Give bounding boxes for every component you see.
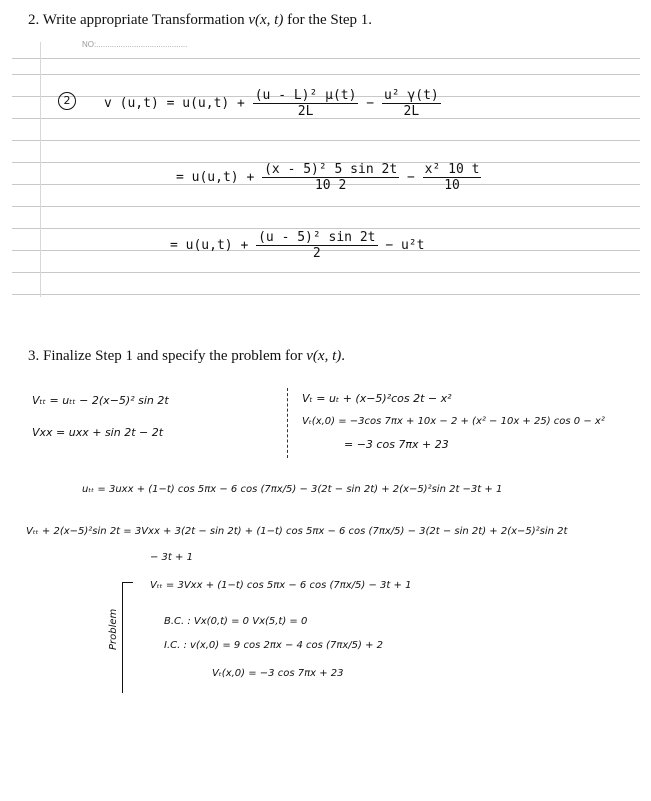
problem-bracket [122,582,133,693]
q3-text-b: . [341,348,345,364]
line3-frac1-num: (u - 5)² sin 2t [258,230,376,245]
line2-frac1 [262,162,399,193]
problem-pde: Vₜₜ = 3Vxx + (1−t) cos 5πx − 6 cos (7πx/5) − 3t + 1 [150,580,412,591]
problem-label: Problem [108,608,119,650]
circled-number: 2 [58,92,76,110]
notebook-no-text: NO: [82,40,97,49]
notebook-number-label [82,40,187,49]
line1-frac1-den: 2L [297,104,314,119]
q3-text-a: Finalize Step 1 and specify the problem for [43,348,307,364]
q2-text-a: Write appropriate Transformation [42,12,249,28]
q3-heading [28,348,345,365]
ruled-line [12,294,640,295]
q2-v-symbol: v(x, t) [248,12,284,28]
line1-frac2-num: u² γ(t) [383,88,439,103]
ruled-line [12,206,640,207]
q3-v-symbol: v(x, t) [306,348,342,364]
ruled-line [12,74,640,75]
line1-frac1 [253,88,359,119]
notebook-dots: ......................................... [96,40,188,49]
combined-eq: uₜₜ = 3uxx + (1−t) cos 5πx − 6 cos (7πx/5) − 3(2t − sin 2t) + 2(x−5)²sin 2t −3t + 1 [82,484,503,495]
right-eq-1: Vₜ = uₜ + (x−5)²cos 2t − x² [302,392,452,405]
problem-ic-2: Vₜ(x,0) = −3 cos 7πx + 23 [212,668,344,679]
line1-minus: − [366,96,382,111]
q2-number: 2. [28,12,40,28]
transformation-line-3 [170,230,424,261]
line2-frac2 [423,162,482,193]
left-eq-1: Vₜₜ = uₜₜ − 2(x−5)² sin 2t [32,394,169,407]
line3-lhs: = u(u,t) + [170,238,257,253]
ruled-line [12,228,640,229]
q3-number: 3. [28,348,40,364]
line3-frac1 [256,230,377,261]
ruled-line [12,140,640,141]
line2-frac1-num: (x - 5)² 5 sin 2t [264,162,398,177]
ruled-line [12,58,640,59]
problem-ic-1: I.C. : v(x,0) = 9 cos 2πx − 4 cos (7πx/5) + 2 [164,640,383,651]
substituted-eq-cont: − 3t + 1 [150,552,193,563]
problem-bc: B.C. : Vx(0,t) = 0 Vx(5,t) = 0 [164,616,308,627]
substituted-eq: Vₜₜ + 2(x−5)²sin 2t = 3Vxx + 3(2t − sin 2t) + (1−t) cos 5πx − 6 cos (7πx/5) − 3(2t − sin 2t) + 2(x−5)²sin 2t [26,526,568,537]
line1-frac2 [382,88,441,119]
q2-heading [28,12,372,29]
left-eq-2: Vxx = uxx + sin 2t − 2t [32,426,164,439]
line1-frac2-den: 2L [403,104,420,119]
line2-frac2-den: 10 [444,178,460,193]
line3-frac1-den: 2 [312,246,321,261]
line2-minus: − [406,170,423,185]
q2-text-b: for the Step 1. [283,12,373,28]
line2-frac2-num: x² 10 t [424,162,480,177]
transformation-line-1 [104,88,441,119]
ruled-line [12,272,640,273]
right-eq-2: Vₜ(x,0) = −3cos 7πx + 10x − 2 + (x² − 10x + 25) cos 0 − x² [302,416,605,427]
line2-frac1-den: 10 2 [314,178,347,193]
transformation-line-2 [176,162,481,193]
line1-frac1-num: (u - L)² µ(t) [254,88,357,103]
line2-lhs: = u(u,t) + [176,170,263,185]
right-eq-3: = −3 cos 7πx + 23 [344,438,449,451]
line3-tail: − u²t [385,238,425,253]
line1-lhs: v (u,t) = u(u,t) + [104,96,253,111]
margin-line [40,42,41,297]
column-separator [287,388,288,458]
